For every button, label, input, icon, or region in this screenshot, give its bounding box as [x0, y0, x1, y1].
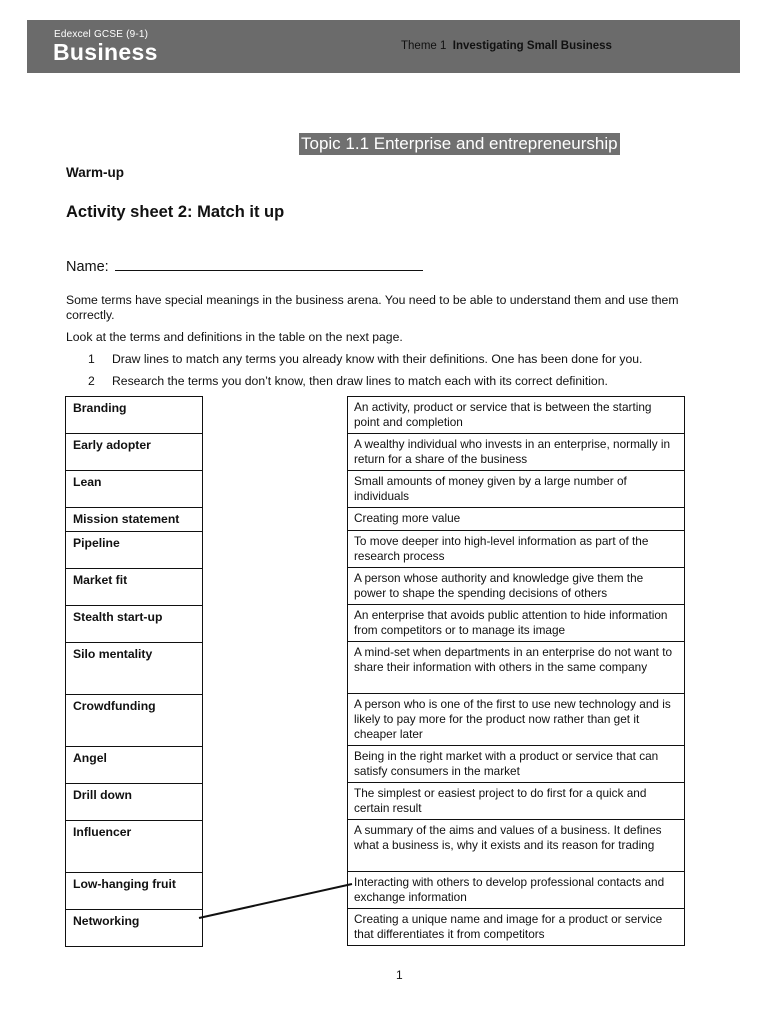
term-cell[interactable]: Mission statement [66, 508, 203, 532]
term-cell[interactable]: Pipeline [66, 532, 203, 569]
activity-title: Activity sheet 2: Match it up [66, 203, 285, 221]
terms-table [65, 396, 203, 947]
term-cell[interactable]: Market fit [66, 569, 203, 606]
name-line[interactable] [115, 256, 423, 271]
term-cell[interactable]: Early adopter [66, 434, 203, 471]
definition-cell[interactable]: An activity, product or service that is between the starting point and completion [348, 397, 685, 434]
definition-cell[interactable]: A person whose authority and knowledge give them the power to shape the spending decisions of others [348, 568, 685, 605]
theme-prefix: Theme 1 [401, 40, 447, 52]
definition-cell[interactable]: A summary of the aims and values of a business. It defines what a business is, why it exists and its reason for trading [348, 820, 685, 872]
term-cell[interactable]: Lean [66, 471, 203, 508]
warmup-label: Warm-up [66, 165, 124, 180]
header-banner [27, 20, 740, 73]
definition-cell[interactable]: To move deeper into high-level information as part of the research process [348, 531, 685, 568]
term-cell[interactable]: Stealth start-up [66, 606, 203, 643]
theme-label [401, 40, 612, 52]
definition-cell[interactable]: Being in the right market with a product or service that can satisfy consumers in the market [348, 746, 685, 783]
term-cell[interactable]: Crowdfunding [66, 695, 203, 747]
theme-title: Investigating Small Business [452, 40, 612, 52]
topic-title: Topic 1.1 Enterprise and entrepreneurship [301, 134, 618, 153]
term-cell[interactable]: Drill down [66, 784, 203, 821]
name-label: Name: [66, 259, 109, 275]
term-cell[interactable]: Networking [66, 910, 203, 947]
definition-cell[interactable]: Small amounts of money given by a large number of individuals [348, 471, 685, 508]
page-number: 1 [396, 968, 403, 982]
definition-cell[interactable]: Creating more value [348, 508, 685, 531]
example-match-line [199, 884, 352, 918]
definition-cell[interactable]: A wealthy individual who invests in an enterprise, normally in return for a share of the business [348, 434, 685, 471]
instruction-number: 2 [88, 374, 95, 388]
term-cell[interactable]: Influencer [66, 821, 203, 873]
brand-title: Business [53, 39, 158, 65]
definition-cell[interactable]: An enterprise that avoids public attention to hide information from competitors or to manage its image [348, 605, 685, 642]
definition-cell[interactable]: The simplest or easiest project to do first for a quick and certain result [348, 783, 685, 820]
intro-paragraph-1: Some terms have special meanings in the business arena. You need to be able to understand them and use them correctly. [66, 293, 679, 322]
definition-cell[interactable]: A person who is one of the first to use new technology and is likely to pay more for the product now rather than get it cheaper later [348, 694, 685, 746]
instruction-text: Draw lines to match any terms you already know with their definitions. One has been done for you. [112, 352, 643, 366]
instruction-number: 1 [88, 352, 95, 366]
term-cell[interactable]: Silo mentality [66, 643, 203, 695]
definition-cell[interactable]: Creating a unique name and image for a product or service that differentiates it from competitors [348, 909, 685, 946]
course-subtitle: Edexcel GCSE (9-1) [54, 29, 149, 40]
term-cell[interactable]: Low-hanging fruit [66, 873, 203, 910]
definition-cell[interactable]: Interacting with others to develop professional contacts and exchange information [348, 872, 685, 909]
definition-cell[interactable]: A mind-set when departments in an enterprise do not want to share their information with others in the same company [348, 642, 685, 694]
instruction-1 [88, 352, 642, 367]
term-cell[interactable]: Angel [66, 747, 203, 784]
instruction-text: Research the terms you don’t know, then draw lines to match each with its correct definition. [112, 374, 608, 388]
term-cell[interactable]: Branding [66, 397, 203, 434]
definitions-table [347, 396, 685, 946]
name-row [66, 256, 423, 275]
intro-paragraph-2: Look at the terms and definitions in the table on the next page. [66, 330, 403, 344]
instruction-2 [88, 374, 608, 389]
